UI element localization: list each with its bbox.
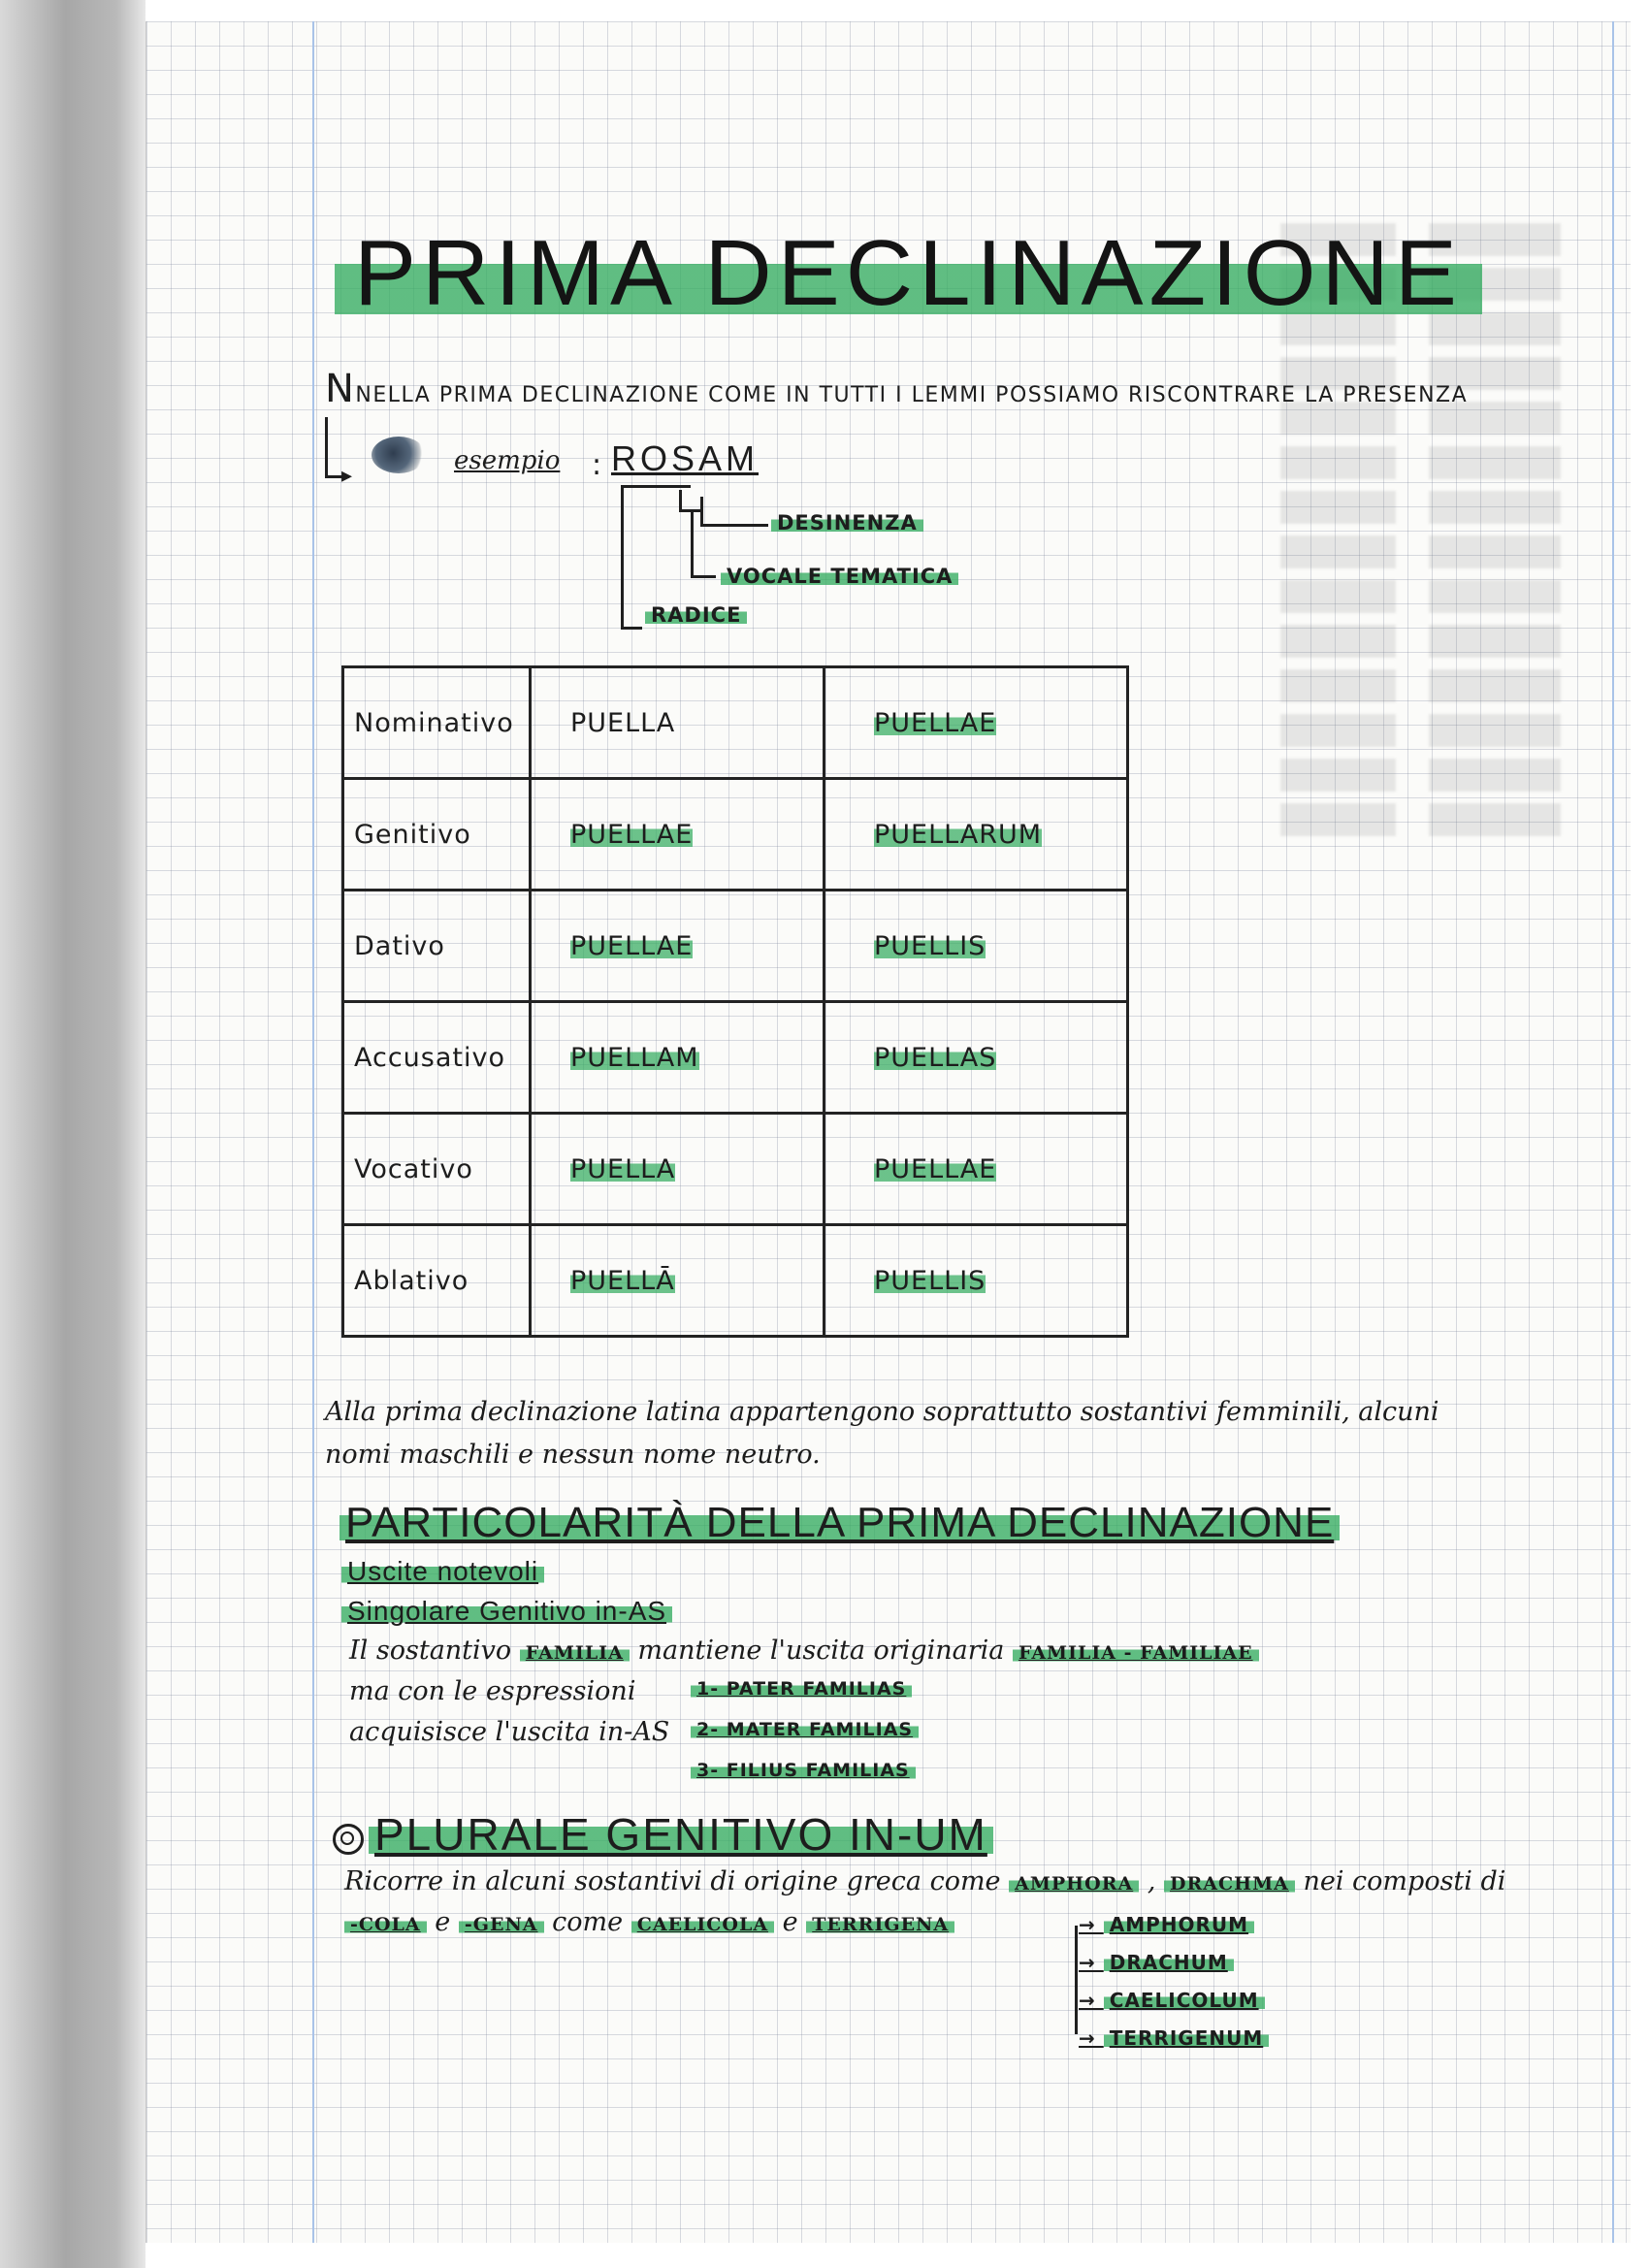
- suffix-cola: -COLA: [344, 1914, 427, 1935]
- tree-label-desinenza: DESINENZA: [771, 511, 923, 535]
- plural-cell: PUELLAE: [824, 1114, 1128, 1225]
- and-word: e: [435, 1907, 451, 1937]
- case-cell: Accusativo: [343, 1002, 531, 1114]
- radix-arrow: [621, 627, 642, 630]
- tree-label-vocale-tematica: VOCALE TEMATICA: [721, 565, 958, 588]
- subheading-genitivo-as: Singolare Genitivo in-AS: [341, 1596, 672, 1627]
- intro-text: [325, 367, 1468, 411]
- subheading-uscite: Uscite notevoli: [341, 1556, 544, 1587]
- vowel-mark: [679, 490, 682, 511]
- case-cell: Vocativo: [343, 1114, 531, 1225]
- come-word: come: [552, 1907, 624, 1937]
- vowel-stem: [691, 509, 694, 577]
- plurale-line-1-pre: Ricorre in alcuni sostantivi di origine greca come: [344, 1866, 1001, 1896]
- familia-word: FAMILIA: [520, 1642, 630, 1664]
- table-row: [343, 1114, 1128, 1225]
- intro-sentence: NELLA PRIMA DECLINAZIONE COME IN TUTTI I LEMMI POSSIAMO RISCONTRARE LA PRESENZA: [355, 383, 1469, 407]
- plurale-line-1-post: nei composti di: [1303, 1866, 1506, 1896]
- word-drachma: DRACHMA: [1164, 1873, 1295, 1895]
- radix-bracket: [621, 485, 691, 488]
- example-colon: :: [592, 448, 602, 482]
- ending-arrow: [700, 524, 768, 527]
- plural-cell: PUELLARUM: [824, 779, 1128, 891]
- familia-line-mid: mantiene l'uscita originaria: [637, 1636, 1005, 1666]
- result-caelicolum: → CAELICOLUM: [1079, 1989, 1265, 2012]
- suffix-gena: -GENA: [459, 1914, 544, 1935]
- case-cell: Genitivo: [343, 779, 531, 891]
- expression-2: 2- MATER FAMILIAS: [691, 1719, 919, 1740]
- paragraph-line-1: Alla prima declinazione latina appartengono soprattutto sostantivi femminili, alcuni: [325, 1397, 1439, 1427]
- plural-cell: PUELLIS: [824, 891, 1128, 1002]
- table-row: [343, 891, 1128, 1002]
- expression-3: 3- FILIUS FAMILIAS: [691, 1760, 916, 1781]
- word-caelicola: CAELICOLA: [631, 1914, 774, 1935]
- notebook-binding: [0, 0, 146, 2268]
- plural-cell: PUELLAS: [824, 1002, 1128, 1114]
- table-row: [343, 779, 1128, 891]
- result-bracket: [1075, 1926, 1078, 2034]
- vowel-mark-base: [679, 509, 700, 512]
- singular-cell: PUELLA: [531, 1114, 824, 1225]
- familia-line: [349, 1636, 1259, 1666]
- plural-cell: PUELLIS: [824, 1225, 1128, 1337]
- page-title: PRIMA DECLINAZIONE: [335, 225, 1482, 322]
- result-terrigenum: → TERRIGENUM: [1079, 2026, 1269, 2050]
- singular-cell: PUELLAE: [531, 779, 824, 891]
- vowel-arrow: [691, 575, 716, 578]
- and-word-2: e: [782, 1907, 798, 1937]
- example-label: esempio: [454, 446, 561, 475]
- left-margin-line: [312, 21, 314, 2243]
- tree-label-radice: RADICE: [645, 603, 747, 627]
- expression-1: 1- PATER FAMILIAS: [691, 1678, 912, 1700]
- intro-initial: N: [325, 367, 356, 411]
- plurale-line-2: [344, 1907, 954, 1937]
- section-title-particolarita: PARTICOLARITÀ DELLA PRIMA DECLINAZIONE: [340, 1499, 1340, 1547]
- familia-forms: FAMILIA - FAMILIAE: [1013, 1642, 1259, 1664]
- result-amphorum: → AMPHORUM: [1079, 1913, 1254, 1936]
- table-row: [343, 1002, 1128, 1114]
- table-row: [343, 1225, 1128, 1337]
- result-drachum: → DRACHUM: [1079, 1951, 1234, 1974]
- radix-stem: [621, 485, 624, 629]
- ending-stem: [700, 497, 703, 526]
- singular-cell: PUELLAM: [531, 1002, 824, 1114]
- paragraph-line-2: nomi maschili e nessun nome neutro.: [325, 1440, 821, 1470]
- section-title-plurale: PLURALE GENITIVO IN-UM: [369, 1808, 993, 1861]
- pen-scribble-icon: [372, 437, 426, 473]
- case-cell: Dativo: [343, 891, 531, 1002]
- singular-cell: PUELLA: [531, 667, 824, 779]
- familia-line-pre: Il sostantivo: [349, 1636, 512, 1666]
- acquisisce-line: acquisisce l'uscita in-AS: [349, 1717, 670, 1747]
- espressioni-line: ma con le espressioni: [349, 1676, 636, 1706]
- example-word: ROSAM: [611, 438, 760, 478]
- case-cell: Ablativo: [343, 1225, 531, 1337]
- word-amphora: AMPHORA: [1009, 1873, 1139, 1895]
- plural-cell: PUELLAE: [824, 667, 1128, 779]
- singular-cell: PUELLAE: [531, 891, 824, 1002]
- singular-cell: PUELLĀ: [531, 1225, 824, 1337]
- declension-table: [341, 665, 1129, 1338]
- table-row: [343, 667, 1128, 779]
- arrow-head-icon: ▸: [341, 464, 353, 488]
- case-cell: Nominativo: [343, 667, 531, 779]
- right-margin-line: [1612, 21, 1614, 2243]
- flower-doodle-icon: [333, 1824, 364, 1855]
- plurale-line-1: Ricorre in alcuni sostantivi di origine greca come AMPHORA , DRACHMA nei composti di: [344, 1866, 1506, 1896]
- word-terrigena: TERRIGENA: [806, 1914, 954, 1935]
